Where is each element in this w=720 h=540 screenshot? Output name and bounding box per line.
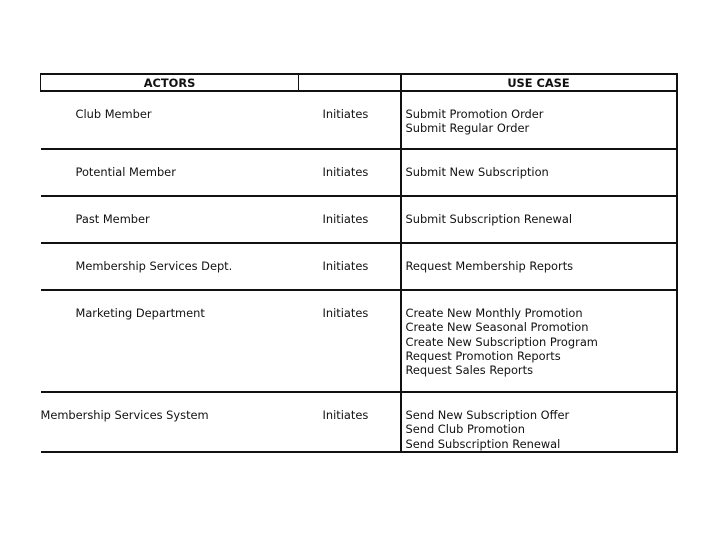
use-case-item: Submit New Subscription (405, 165, 549, 179)
use-case-item: Request Membership Reports (405, 259, 574, 273)
use-case-item: Submit Regular Order (405, 121, 530, 136)
use-case-item: Submit Subscription Renewal (405, 212, 573, 226)
header-row (41, 74, 677, 91)
table-row (41, 290, 677, 392)
use-case-item: Submit Promotion Order (405, 107, 544, 121)
use-case-cell (401, 196, 677, 243)
relation-cell: Initiates (299, 290, 401, 392)
table-row (41, 91, 677, 149)
use-case-cell (401, 243, 677, 290)
use-case-cell (401, 91, 677, 149)
table-row (41, 196, 677, 243)
use-case-cell (401, 290, 677, 392)
use-case-item: Send Club Promotion (405, 422, 525, 437)
use-case-item: Create New Seasonal Promotion (405, 320, 589, 335)
actor-cell: Marketing Department (41, 290, 299, 392)
relation-cell: Initiates (299, 91, 401, 149)
actor-cell: Past Member (41, 196, 299, 243)
actor-cell: Potential Member (41, 149, 299, 196)
table-row (41, 243, 677, 290)
use-case-item: Create New Subscription Program (405, 334, 598, 349)
use-case-item: Request Promotion Reports (405, 348, 561, 363)
relation-cell: Initiates (299, 392, 401, 452)
use-case-header: USE CASE (401, 74, 677, 91)
use-case-item: Create New Monthly Promotion (405, 306, 583, 320)
use-case-cell (401, 149, 677, 196)
use-case-item: Send Subscription Renewal (405, 436, 561, 451)
relation-cell: Initiates (299, 243, 401, 290)
actor-cell: Membership Services Dept. (41, 243, 299, 290)
actor-use-case-table (40, 73, 678, 453)
relation-header (299, 74, 401, 91)
actor-cell: Club Member (41, 91, 299, 149)
use-case-cell (401, 392, 677, 452)
use-case-item: Request Sales Reports (405, 363, 534, 378)
relation-cell: Initiates (299, 149, 401, 196)
actor-cell: Membership Services System (41, 392, 299, 452)
use-case-item: Send New Subscription Offer (405, 408, 570, 422)
actors-header: ACTORS (41, 74, 299, 91)
relation-cell: Initiates (299, 196, 401, 243)
table-row (41, 392, 677, 452)
table-row (41, 149, 677, 196)
